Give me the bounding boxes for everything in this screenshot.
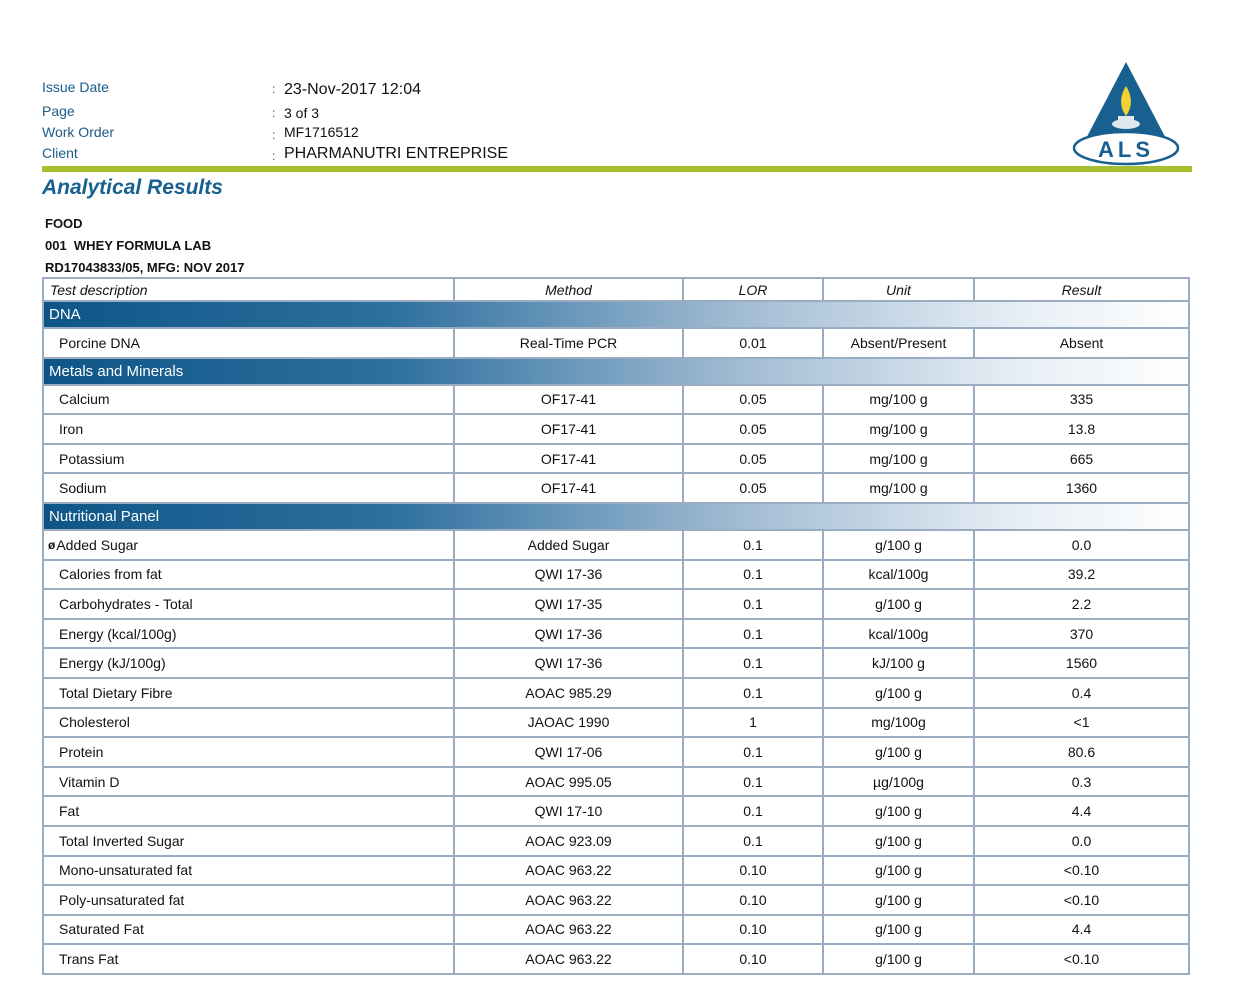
colon: : <box>272 106 276 120</box>
result: 0.0 <box>1071 832 1092 849</box>
table-row <box>44 797 1188 827</box>
column-header: LOR <box>684 279 824 300</box>
result: 39.2 <box>1067 566 1096 583</box>
sample-matrix: FOOD <box>45 216 83 231</box>
result: <0.10 <box>1063 951 1100 968</box>
test-description: Carbohydrates - Total <box>44 590 455 618</box>
result: 0.0 <box>1071 536 1092 553</box>
client-value: PHARMANUTRI ENTREPRISE <box>284 145 509 162</box>
method: AOAC 963.22 <box>455 916 684 944</box>
colon: : <box>272 82 276 96</box>
test-description: Porcine DNA <box>44 329 455 357</box>
result: 370 <box>1069 625 1094 642</box>
table-row <box>44 620 1188 650</box>
result: 1360 <box>1065 480 1098 497</box>
unit: g/100 g <box>824 857 975 885</box>
test-description: Potassium <box>44 445 455 473</box>
test-description: Poly-unsaturated fat <box>44 886 455 914</box>
table-row <box>44 329 1188 359</box>
lor: 0.05 <box>684 474 824 502</box>
header-rule <box>42 166 1192 172</box>
unit: mg/100 g <box>824 474 975 502</box>
method: OF17-41 <box>455 386 684 414</box>
test-description: Iron <box>44 415 455 443</box>
method: Real-Time PCR <box>455 329 684 357</box>
unit: kJ/100 g <box>824 649 975 677</box>
unit: g/100 g <box>824 916 975 944</box>
results-table <box>42 277 1190 975</box>
footnote-mark: ø <box>48 537 56 552</box>
table-row <box>44 738 1188 768</box>
result: <1 <box>1073 714 1090 731</box>
result: 13.8 <box>1067 420 1096 437</box>
sample-id: 001 WHEY FORMULA LAB <box>45 238 212 253</box>
unit: mg/100g <box>824 709 975 737</box>
table-row <box>44 768 1188 798</box>
lor: 0.10 <box>684 945 824 973</box>
lor: 0.05 <box>684 386 824 414</box>
method: QWI 17-06 <box>455 738 684 766</box>
result: 335 <box>1069 391 1094 408</box>
issue-date-value: 23-Nov-2017 12:04 <box>284 81 421 98</box>
unit: g/100 g <box>824 590 975 618</box>
work-order-value: MF1716512 <box>284 124 359 140</box>
lor: 0.1 <box>684 797 824 825</box>
issue-date-label: Issue Date <box>42 79 109 95</box>
table-row <box>44 857 1188 887</box>
section-header: Metals and Minerals <box>44 359 1188 386</box>
sample-batch: RD17043833/05, MFG: NOV 2017 <box>45 260 245 275</box>
logo-text: ALS <box>1098 137 1154 162</box>
lor: 0.1 <box>684 679 824 707</box>
work-order-label: Work Order <box>42 124 115 140</box>
column-header: Test description <box>44 279 455 300</box>
table-row <box>44 886 1188 916</box>
als-logo <box>1070 60 1182 166</box>
result: 80.6 <box>1067 743 1096 760</box>
lor: 0.1 <box>684 620 824 648</box>
unit: µg/100g <box>824 768 975 796</box>
result: 4.4 <box>1071 803 1092 820</box>
section-header: DNA <box>44 302 1188 329</box>
table-row <box>44 415 1188 445</box>
test-description: Fat <box>44 797 455 825</box>
unit: mg/100 g <box>824 386 975 414</box>
method: OF17-41 <box>455 474 684 502</box>
lor: 0.1 <box>684 561 824 589</box>
result: 665 <box>1069 450 1094 467</box>
result: 0.3 <box>1071 773 1092 790</box>
lor: 0.1 <box>684 738 824 766</box>
method: AOAC 963.22 <box>455 857 684 885</box>
section-header: Nutritional Panel <box>44 504 1188 531</box>
result: 0.4 <box>1071 684 1092 701</box>
test-description: Mono-unsaturated fat <box>44 857 455 885</box>
page-label: Page <box>42 103 75 119</box>
test-description: Cholesterol <box>44 709 455 737</box>
method: AOAC 963.22 <box>455 886 684 914</box>
method: AOAC 995.05 <box>455 768 684 796</box>
result: Absent <box>1059 334 1104 351</box>
method: AOAC 923.09 <box>455 827 684 855</box>
unit: g/100 g <box>824 531 975 559</box>
table-row <box>44 827 1188 857</box>
colon: : <box>272 149 276 163</box>
table-row <box>44 561 1188 591</box>
column-header: Result <box>1061 281 1102 298</box>
lor: 0.1 <box>684 590 824 618</box>
unit: kcal/100g <box>824 620 975 648</box>
method: JAOAC 1990 <box>455 709 684 737</box>
method: QWI 17-36 <box>455 649 684 677</box>
method: AOAC 985.29 <box>455 679 684 707</box>
test-description: Total Inverted Sugar <box>44 827 455 855</box>
result: <0.10 <box>1063 891 1100 908</box>
test-description: Saturated Fat <box>44 916 455 944</box>
test-description: Energy (kcal/100g) <box>44 620 455 648</box>
method: QWI 17-36 <box>455 620 684 648</box>
test-description: Vitamin D <box>44 768 455 796</box>
result: 1560 <box>1065 655 1098 672</box>
lor: 0.10 <box>684 886 824 914</box>
lor: 0.05 <box>684 415 824 443</box>
unit: Absent/Present <box>824 329 975 357</box>
lor: 0.1 <box>684 531 824 559</box>
client-label: Client <box>42 145 78 161</box>
unit: g/100 g <box>824 886 975 914</box>
table-row <box>44 679 1188 709</box>
result: 4.4 <box>1071 921 1092 938</box>
unit: g/100 g <box>824 827 975 855</box>
test-description: Trans Fat <box>44 945 455 973</box>
table-row <box>44 709 1188 739</box>
unit: mg/100 g <box>824 415 975 443</box>
page-value: 3 of 3 <box>284 105 320 121</box>
result: 2.2 <box>1071 595 1092 612</box>
table-row <box>44 590 1188 620</box>
test-description: Total Dietary Fibre <box>44 679 455 707</box>
unit: g/100 g <box>824 797 975 825</box>
test-description: Energy (kJ/100g) <box>44 649 455 677</box>
method: QWI 17-35 <box>455 590 684 618</box>
unit: kcal/100g <box>824 561 975 589</box>
table-row <box>44 445 1188 475</box>
table-header-row <box>44 279 1188 302</box>
unit: mg/100 g <box>824 445 975 473</box>
table-row <box>44 916 1188 946</box>
lor: 0.1 <box>684 827 824 855</box>
test-name: Added Sugar <box>56 536 139 553</box>
lor: 1 <box>684 709 824 737</box>
lor: 0.1 <box>684 649 824 677</box>
unit: g/100 g <box>824 945 975 973</box>
page-title: Analytical Results <box>42 176 223 199</box>
test-description: Protein <box>44 738 455 766</box>
table-row <box>44 474 1188 504</box>
method: Added Sugar <box>455 531 684 559</box>
table-row <box>44 649 1188 679</box>
lor: 0.10 <box>684 916 824 944</box>
lor: 0.10 <box>684 857 824 885</box>
test-description: Calories from fat <box>44 561 455 589</box>
column-header: Unit <box>824 279 975 300</box>
method: AOAC 963.22 <box>455 945 684 973</box>
method: OF17-41 <box>455 445 684 473</box>
method: QWI 17-36 <box>455 561 684 589</box>
colon: : <box>272 128 276 142</box>
table-row <box>44 945 1188 975</box>
test-description: Calcium <box>44 386 455 414</box>
method: QWI 17-10 <box>455 797 684 825</box>
table-row <box>44 386 1188 416</box>
test-description: Sodium <box>44 474 455 502</box>
unit: g/100 g <box>824 679 975 707</box>
lor: 0.01 <box>684 329 824 357</box>
lor: 0.1 <box>684 768 824 796</box>
table-row <box>44 531 1188 561</box>
result: <0.10 <box>1063 862 1100 879</box>
lor: 0.05 <box>684 445 824 473</box>
test-description <box>44 531 455 559</box>
column-header: Method <box>455 279 684 300</box>
method: OF17-41 <box>455 415 684 443</box>
unit: g/100 g <box>824 738 975 766</box>
